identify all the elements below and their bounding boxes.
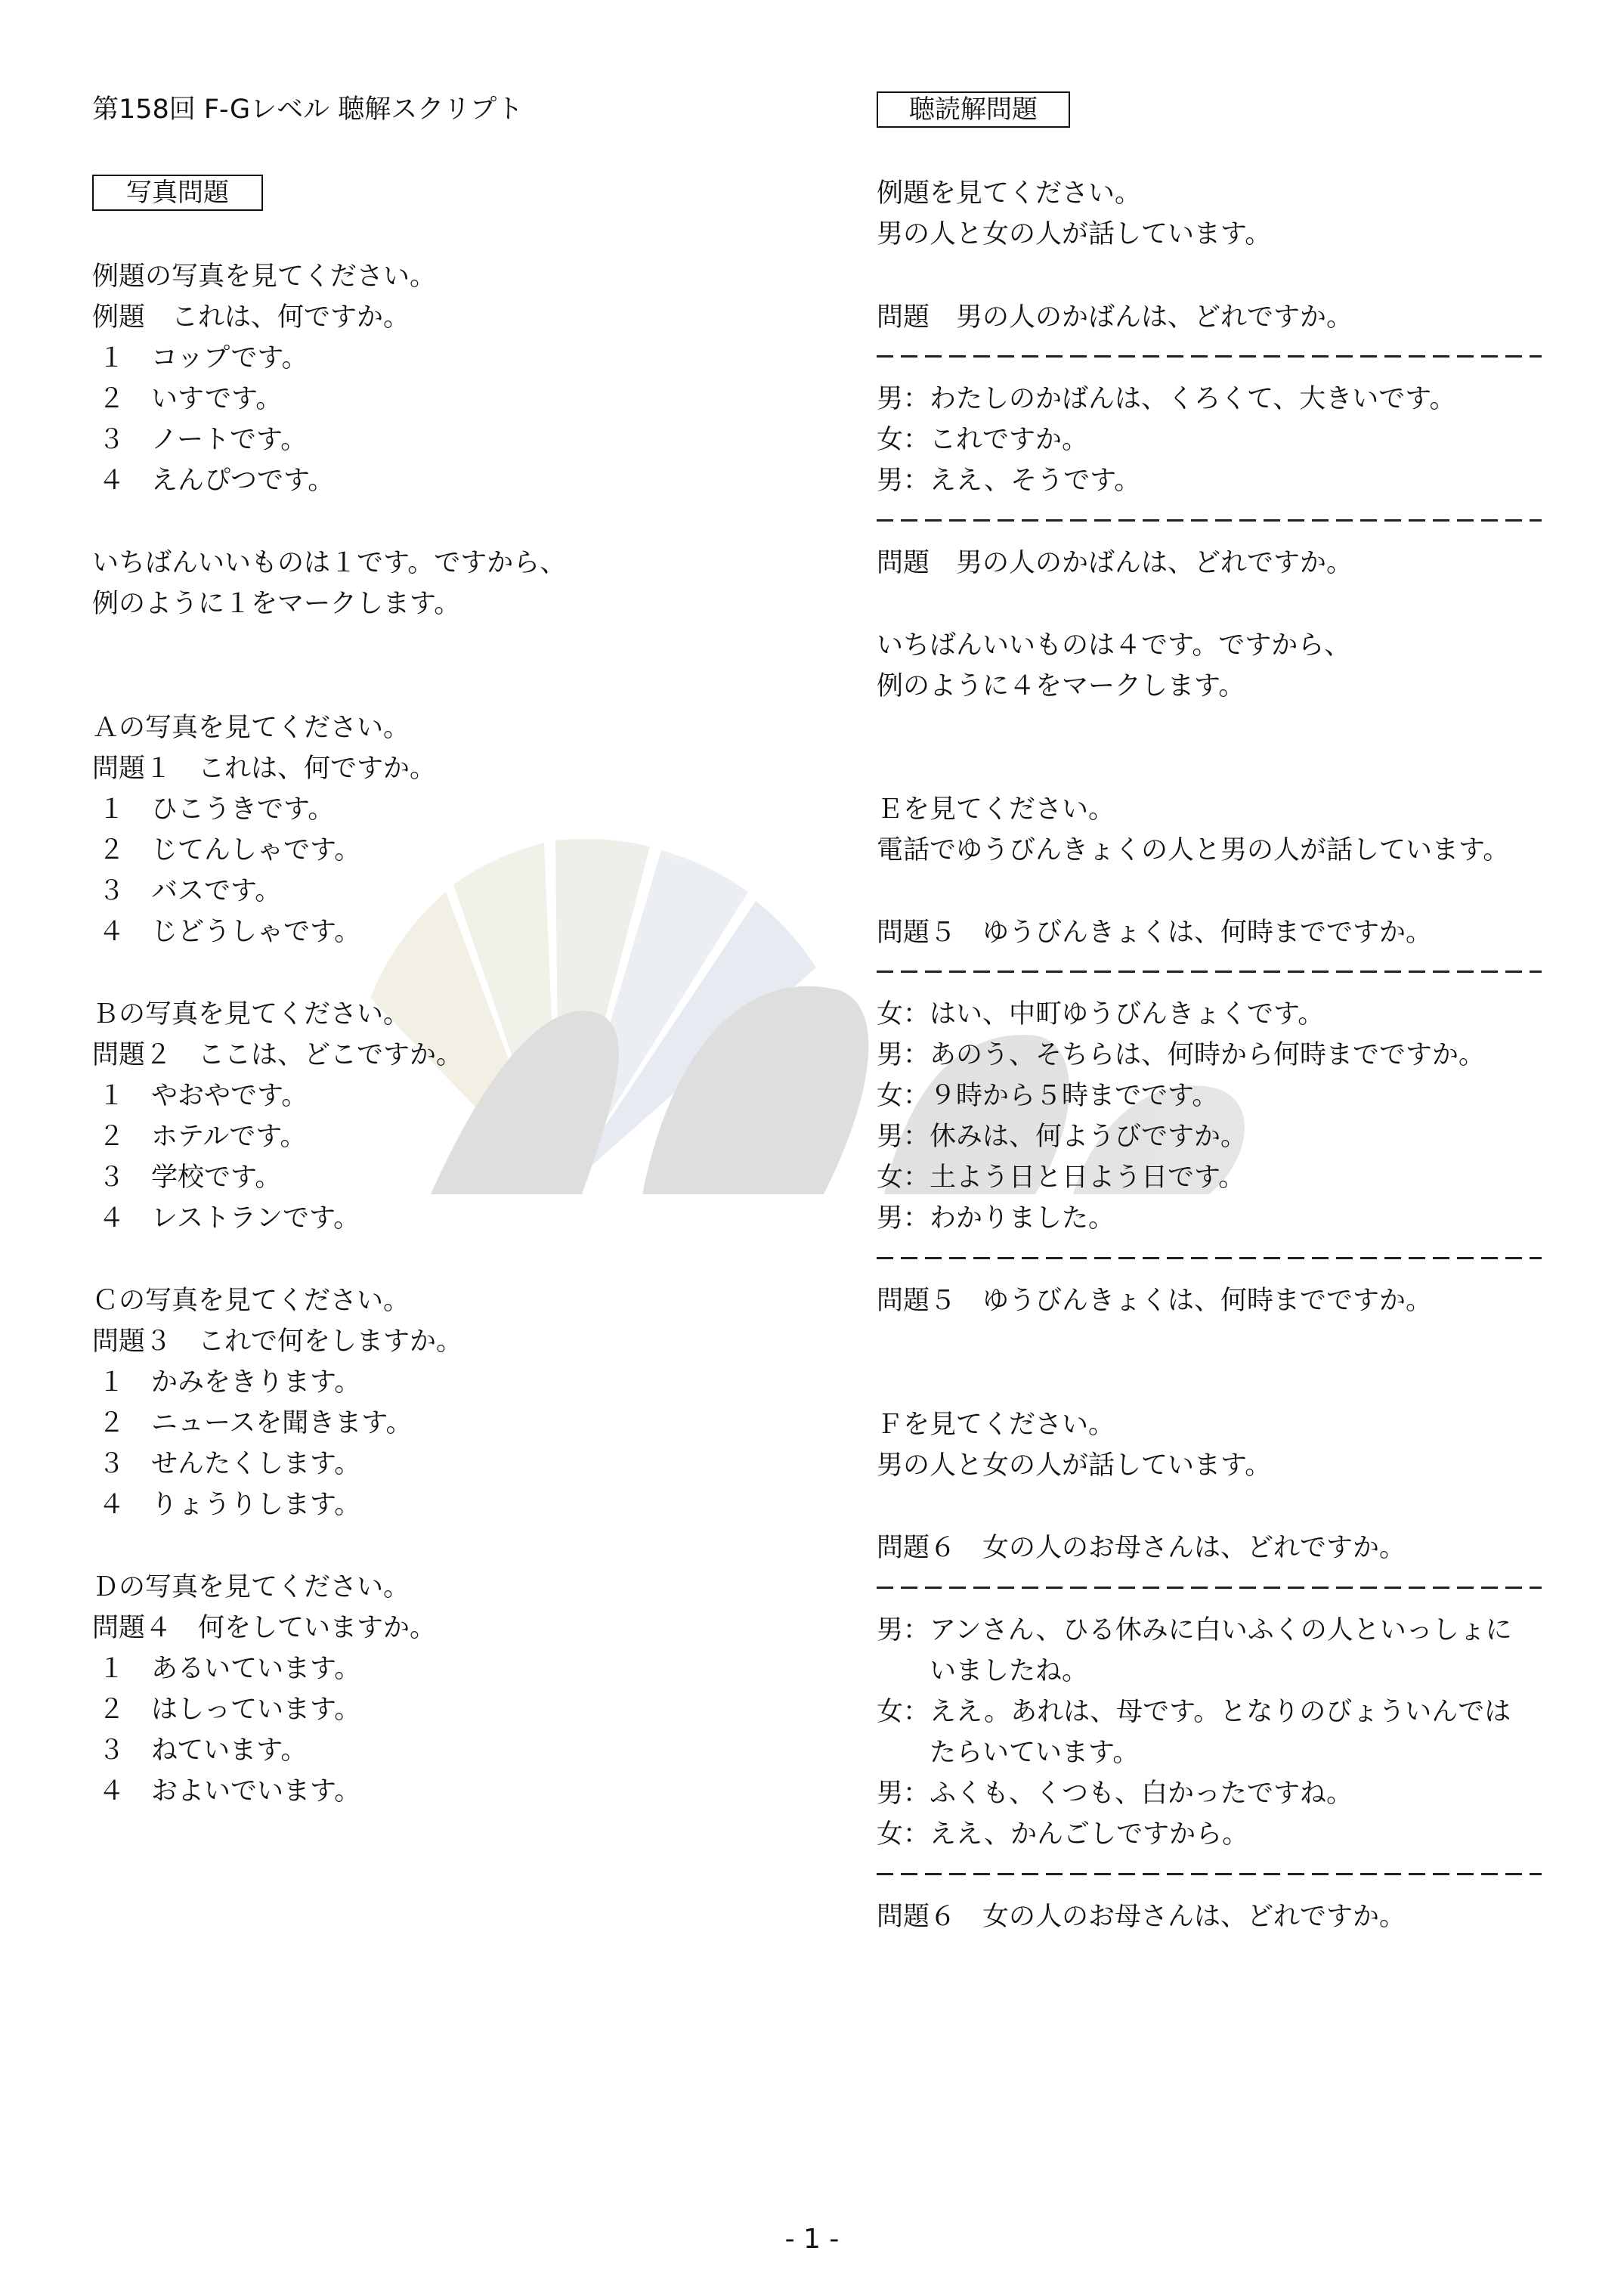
option-number: １ bbox=[98, 1081, 125, 1111]
option-number: ３ bbox=[98, 425, 125, 455]
problem1-option-4 bbox=[92, 912, 360, 952]
section-label-photo: 写真問題 bbox=[92, 175, 263, 211]
problem6-dialogue-3: 女：ええ。あれは、母です。となりのびょういんでは bbox=[877, 1697, 1511, 1727]
problem5-question-repeat: 問題５ ゆうびんきょくは、何時までですか。 bbox=[877, 1286, 1433, 1316]
example-answer-line-2: 例のように１をマークします。 bbox=[92, 589, 461, 619]
example-option-1 bbox=[92, 338, 308, 379]
example-intro: 例題の写真を見てください。 bbox=[92, 262, 437, 292]
option-text: ひこうきです。 bbox=[151, 794, 335, 825]
problem4-question: 問題４ 何をしていますか。 bbox=[92, 1613, 437, 1643]
option-number: １ bbox=[98, 1654, 125, 1684]
problem6-question-repeat: 問題６ 女の人のお母さんは、どれですか。 bbox=[877, 1902, 1406, 1932]
problem5-dialogue-1: 女：はい、中町ゆうびんきょくです。 bbox=[877, 999, 1325, 1029]
option-number: ３ bbox=[98, 1449, 125, 1479]
rexample-answer-line-2: 例のように４をマークします。 bbox=[877, 671, 1245, 701]
option-number: ３ bbox=[98, 1735, 125, 1766]
option-number: ２ bbox=[98, 1408, 125, 1438]
problem6-question: 問題６ 女の人のお母さんは、どれですか。 bbox=[877, 1533, 1406, 1563]
example-answer-line-1: いちばんいいものは１です。ですから、 bbox=[92, 548, 567, 578]
rexample-answer-line-1: いちばんいいものは４です。ですから、 bbox=[877, 630, 1351, 661]
problem2-option-2 bbox=[92, 1116, 306, 1157]
problem5-question: 問題５ ゆうびんきょくは、何時までですか。 bbox=[877, 918, 1433, 948]
dashed-divider bbox=[877, 517, 1542, 523]
problem1-intro: Ａの写真を見てください。 bbox=[92, 713, 410, 743]
option-number: ４ bbox=[98, 1203, 125, 1234]
option-text: じてんしゃです。 bbox=[151, 835, 361, 865]
rexample-dialogue-3: 男：ええ、そうです。 bbox=[877, 466, 1141, 496]
option-number: ３ bbox=[98, 1162, 125, 1193]
option-number: ４ bbox=[98, 1776, 125, 1806]
section-label-chodokkai: 聴読解問題 bbox=[877, 91, 1070, 128]
problem6-intro-2: 男の人と女の人が話しています。 bbox=[877, 1450, 1272, 1481]
problem4-option-4 bbox=[92, 1771, 360, 1812]
option-text: はしっています。 bbox=[151, 1695, 361, 1725]
option-text: バスです。 bbox=[151, 876, 282, 906]
problem5-dialogue-4: 男：休みは、何ようびですか。 bbox=[877, 1122, 1248, 1152]
option-text: かみをきります。 bbox=[151, 1367, 361, 1398]
dashed-divider bbox=[877, 353, 1542, 359]
problem4-option-2 bbox=[92, 1689, 360, 1730]
option-text: コップです。 bbox=[151, 343, 308, 373]
example-option-3 bbox=[92, 419, 307, 460]
problem6-dialogue-2: いましたね。 bbox=[877, 1656, 1089, 1686]
problem6-dialogue-1: 男：アンさん、ひる休みに白いふくの人といっしょに bbox=[877, 1615, 1512, 1645]
problem4-option-3 bbox=[92, 1730, 307, 1771]
option-text: ニュースを聞きます。 bbox=[151, 1408, 413, 1438]
option-number: ２ bbox=[98, 1695, 125, 1725]
option-number: ２ bbox=[98, 384, 125, 414]
dashed-divider bbox=[877, 1584, 1542, 1590]
problem6-dialogue-5: 男：ふくも、くつも、白かったですね。 bbox=[877, 1779, 1353, 1809]
problem1-question: 問題１ これは、何ですか。 bbox=[92, 754, 437, 784]
problem2-option-3 bbox=[92, 1157, 281, 1198]
option-text: りょうりします。 bbox=[151, 1490, 361, 1520]
page-number: - 1 - bbox=[784, 2224, 840, 2255]
problem6-intro-1: Ｆを見てください。 bbox=[877, 1410, 1115, 1440]
problem3-option-1 bbox=[92, 1362, 360, 1403]
option-number: ３ bbox=[98, 876, 125, 906]
option-text: やおやです。 bbox=[151, 1081, 308, 1111]
rexample-question: 問題 男の人のかばんは、どれですか。 bbox=[877, 302, 1353, 333]
option-text: じどうしゃです。 bbox=[151, 917, 361, 947]
option-text: およいでいます。 bbox=[151, 1776, 361, 1806]
dashed-divider bbox=[877, 1255, 1542, 1261]
option-number: １ bbox=[98, 794, 125, 825]
option-number: ２ bbox=[98, 1122, 125, 1152]
problem6-dialogue-4: たらいています。 bbox=[877, 1738, 1140, 1768]
problem3-question: 問題３ これで何をしますか。 bbox=[92, 1327, 463, 1357]
problem2-option-1 bbox=[92, 1076, 308, 1116]
problem5-dialogue-3: 女：９時から５時までです。 bbox=[877, 1081, 1219, 1111]
option-text: ホテルです。 bbox=[151, 1122, 307, 1152]
problem3-option-3 bbox=[92, 1444, 360, 1484]
option-number: ４ bbox=[98, 917, 125, 947]
rexample-intro-1: 例題を見てください。 bbox=[877, 178, 1142, 209]
option-text: 学校です。 bbox=[151, 1162, 282, 1193]
dashed-divider bbox=[877, 1871, 1542, 1877]
rexample-dialogue-2: 女：これですか。 bbox=[877, 425, 1089, 455]
rexample-question-repeat: 問題 男の人のかばんは、どれですか。 bbox=[877, 548, 1353, 578]
option-number: １ bbox=[98, 1367, 125, 1398]
problem5-dialogue-2: 男：あのう、そちらは、何時から何時までですか。 bbox=[877, 1040, 1486, 1070]
problem5-dialogue-5: 女：土よう日と日よう日です。 bbox=[877, 1162, 1245, 1193]
problem1-option-1 bbox=[92, 789, 334, 830]
problem2-question: 問題２ ここは、どこですか。 bbox=[92, 1040, 463, 1070]
script-title: 第158回 F-Gレベル 聴解スクリプト bbox=[92, 94, 524, 125]
option-number: １ bbox=[98, 343, 125, 373]
problem1-option-2 bbox=[92, 830, 360, 871]
problem3-option-4 bbox=[92, 1484, 360, 1525]
problem3-intro: Ｃの写真を見てください。 bbox=[92, 1286, 410, 1316]
option-text: ノートです。 bbox=[151, 425, 308, 455]
rexample-dialogue-1: 男：わたしのかばんは、くろくて、大きいです。 bbox=[877, 384, 1456, 414]
problem2-intro: Ｂの写真を見てください。 bbox=[92, 999, 410, 1029]
example-option-4 bbox=[92, 460, 334, 501]
problem4-option-1 bbox=[92, 1649, 360, 1689]
rexample-intro-2: 男の人と女の人が話しています。 bbox=[877, 219, 1272, 249]
problem2-option-4 bbox=[92, 1198, 360, 1239]
option-number: ４ bbox=[98, 1490, 125, 1520]
example-option-2 bbox=[92, 379, 282, 419]
option-text: ねています。 bbox=[151, 1735, 308, 1766]
option-number: ２ bbox=[98, 835, 125, 865]
option-text: せんたくします。 bbox=[151, 1449, 361, 1479]
option-text: えんぴつです。 bbox=[151, 466, 335, 496]
dashed-divider bbox=[877, 968, 1542, 974]
example-question: 例題 これは、何ですか。 bbox=[92, 302, 410, 333]
option-text: あるいています。 bbox=[151, 1654, 361, 1684]
option-text: いすです。 bbox=[151, 384, 283, 414]
option-number: ４ bbox=[98, 466, 125, 496]
problem5-intro-1: Ｅを見てください。 bbox=[877, 794, 1115, 825]
problem6-dialogue-6: 女：ええ、かんごしですから。 bbox=[877, 1819, 1249, 1850]
option-text: レストランです。 bbox=[151, 1203, 360, 1234]
problem3-option-2 bbox=[92, 1403, 412, 1444]
problem5-intro-2: 電話でゆうびんきょくの人と男の人が話しています。 bbox=[877, 835, 1510, 865]
problem1-option-3 bbox=[92, 871, 281, 912]
problem4-intro: Ｄの写真を見てください。 bbox=[92, 1572, 410, 1602]
problem5-dialogue-6: 男：わかりました。 bbox=[877, 1203, 1115, 1234]
